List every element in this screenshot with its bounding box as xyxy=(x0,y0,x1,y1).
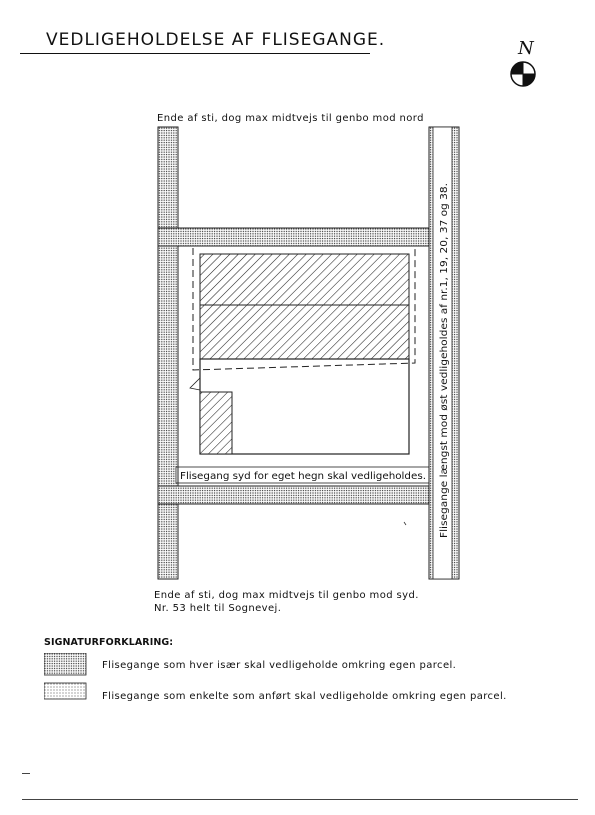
south-end-note: Ende af sti, dog max midtvejs til genbo mod syd. xyxy=(154,590,419,601)
south-end-note-2: Nr. 53 helt til Sognevej. xyxy=(154,603,282,614)
legend-swatches xyxy=(44,653,88,711)
north-end-note: Ende af sti, dog max midtvejs til genbo mod nord xyxy=(157,113,424,124)
survey-tick xyxy=(404,522,406,525)
hatched-building-upper xyxy=(200,254,409,305)
margin-mark xyxy=(22,773,30,774)
hatched-annex xyxy=(200,392,232,454)
hatched-building-lower xyxy=(200,305,409,359)
north-cross-path xyxy=(158,228,439,246)
south-cross-path xyxy=(158,486,439,504)
door-swing xyxy=(190,378,200,390)
legend-item-label: Flisegange som hver især skal vedligeholde omkring egen parcel. xyxy=(102,660,457,671)
legend-item-label: Flisegange som enkelte som anført skal vedligeholde omkring egen parcel. xyxy=(102,691,507,702)
legend-heading: SIGNATURFORKLARING: xyxy=(44,637,174,648)
legend-swatch-dense xyxy=(44,653,86,675)
east-path-note: Flisegange længst mod øst vedligeholdes af nr.1, 19, 20, 37 og 38. xyxy=(439,216,450,538)
page-title: VEDLIGEHOLDELSE AF FLISEGANGE. xyxy=(46,30,386,50)
west-path xyxy=(158,127,178,579)
south-path-note: Flisegang syd for eget hegn skal vedligeholdes. xyxy=(180,471,426,482)
legend-swatch-sparse xyxy=(44,683,86,699)
footer-rule xyxy=(22,799,578,800)
north-label: N xyxy=(518,38,534,59)
